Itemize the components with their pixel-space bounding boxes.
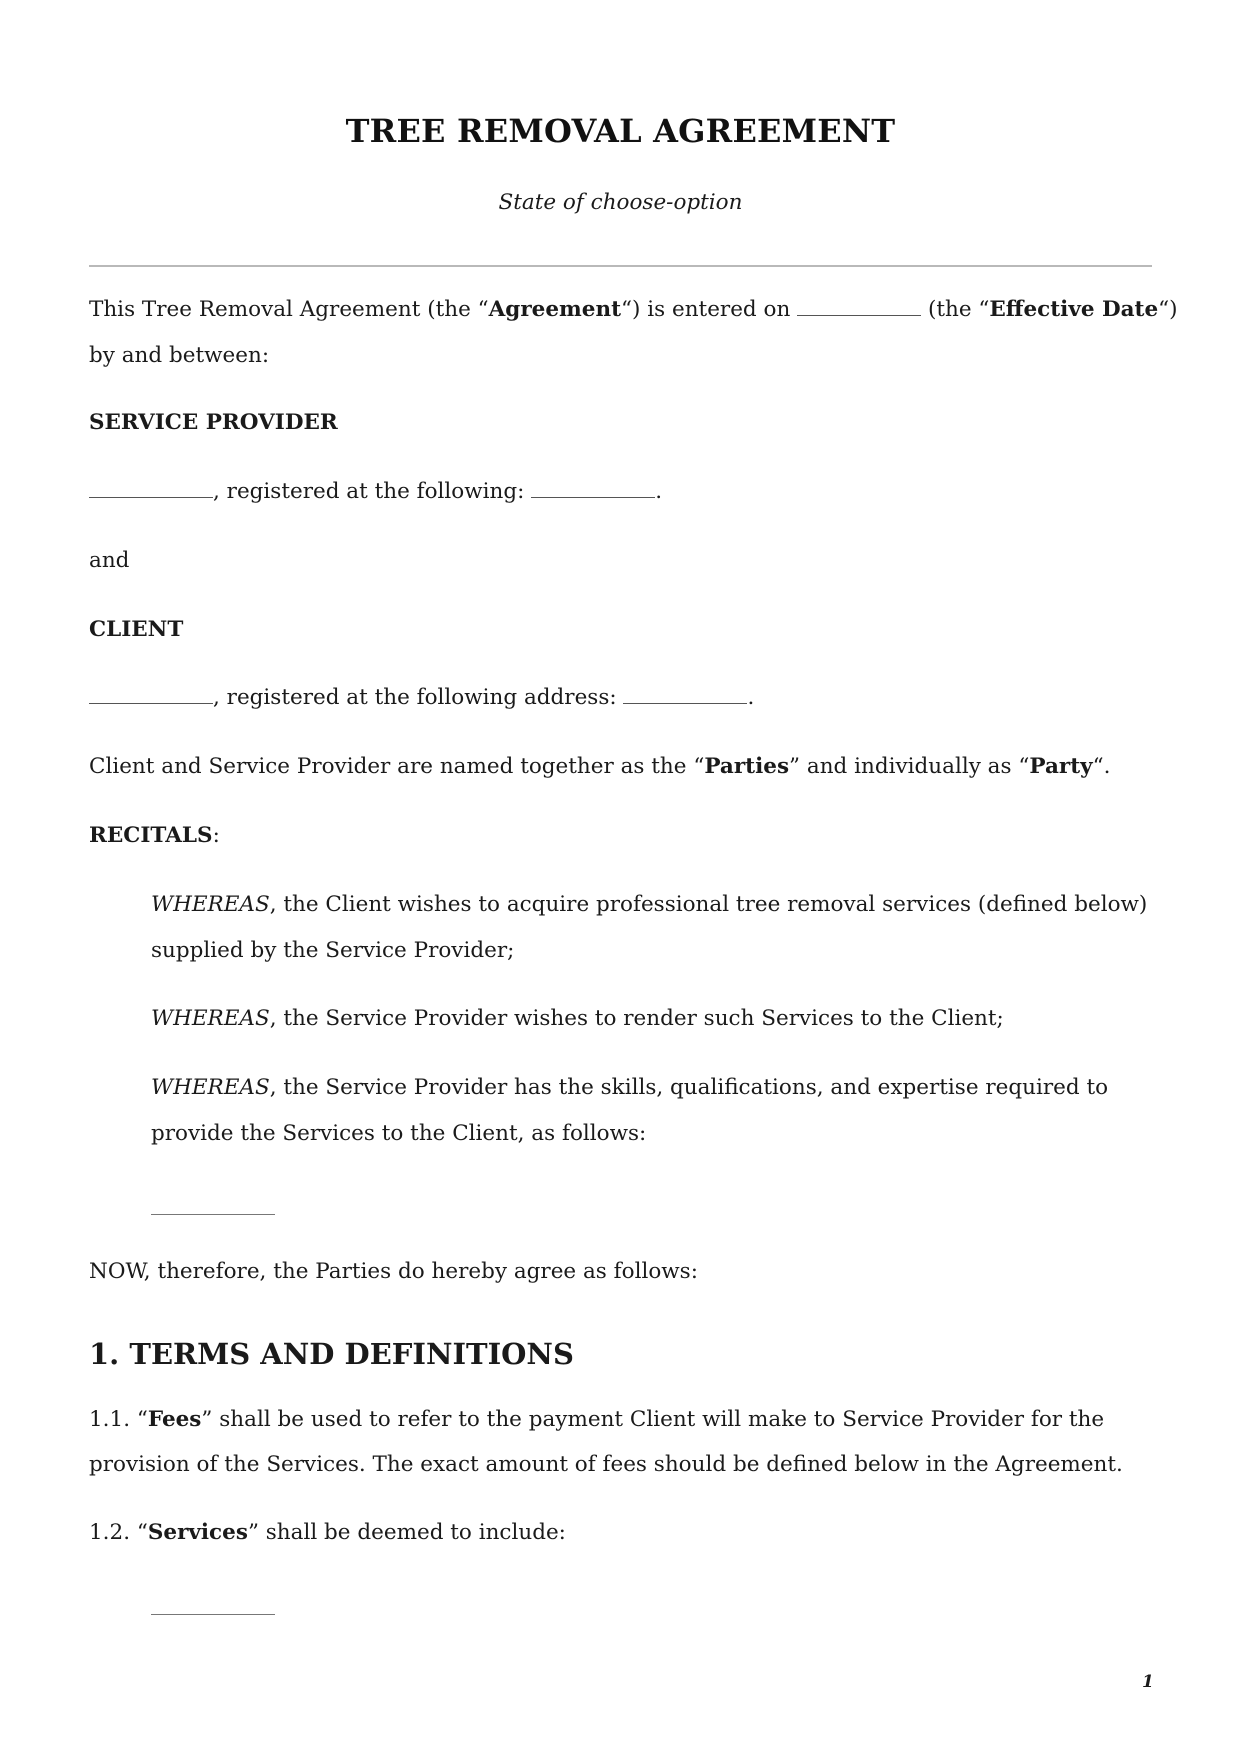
recital-1-line-1: WHEREAS, the Client wishes to acquire professional tree removal services (defined below) — [151, 892, 1148, 917]
page-number: 1 — [1142, 1672, 1154, 1692]
client-address-blank[interactable] — [623, 702, 747, 704]
intro-line-2: by and between: — [89, 343, 270, 368]
service-provider-name-blank[interactable] — [89, 496, 213, 498]
clause-1-1-line-2: provision of the Services. The exact amount of fees should be defined below in the Agreement. — [89, 1452, 1123, 1477]
agreement-term: Agreement — [488, 297, 622, 322]
services-term: Services — [147, 1520, 248, 1545]
effective-date-term: Effective Date — [989, 297, 1159, 322]
clause-1-2: 1.2. “Services” shall be deemed to include: — [89, 1520, 566, 1545]
parties-definition: Client and Service Provider are named together as the “Parties” and individually as “Party“. — [89, 754, 1111, 779]
title-divider — [89, 265, 1152, 267]
fees-term: Fees — [147, 1407, 202, 1432]
recital-1-line-2: supplied by the Service Provider; — [151, 938, 515, 963]
intro-line-1: This Tree Removal Agreement (the “Agreement“) is entered on (the “Effective Date“) — [89, 297, 1178, 322]
services-blank[interactable] — [151, 1614, 275, 1615]
client-heading: CLIENT — [89, 617, 184, 642]
clause-1-1-line-1: 1.1. “Fees” shall be used to refer to the payment Client will make to Service Provider for the — [89, 1407, 1105, 1432]
party-term: Party — [1029, 754, 1093, 779]
recital-3-line-2: provide the Services to the Client, as follows: — [151, 1121, 647, 1146]
section-1-heading: 1. TERMS AND DEFINITIONS — [89, 1337, 574, 1371]
service-provider-line: , registered at the following: . — [89, 481, 662, 503]
now-therefore-text: NOW, therefore, the Parties do hereby agree as follows: — [89, 1259, 698, 1284]
client-line: , registered at the following address: . — [89, 687, 754, 709]
document-title: TREE REMOVAL AGREEMENT — [345, 112, 896, 150]
parties-term: Parties — [704, 754, 790, 779]
recitals-heading: RECITALS: — [89, 823, 220, 848]
and-text: and — [89, 548, 130, 573]
recital-services-blank[interactable] — [151, 1214, 275, 1215]
state-subtitle: State of choose-option — [498, 190, 743, 215]
recital-2: WHEREAS, the Service Provider wishes to render such Services to the Client; — [151, 1006, 1004, 1031]
recital-3-line-1: WHEREAS, the Service Provider has the skills, qualifications, and expertise required to — [151, 1075, 1109, 1100]
service-provider-heading: SERVICE PROVIDER — [89, 410, 338, 435]
effective-date-blank[interactable] — [797, 314, 921, 316]
client-name-blank[interactable] — [89, 702, 213, 704]
service-provider-address-blank[interactable] — [531, 496, 655, 498]
